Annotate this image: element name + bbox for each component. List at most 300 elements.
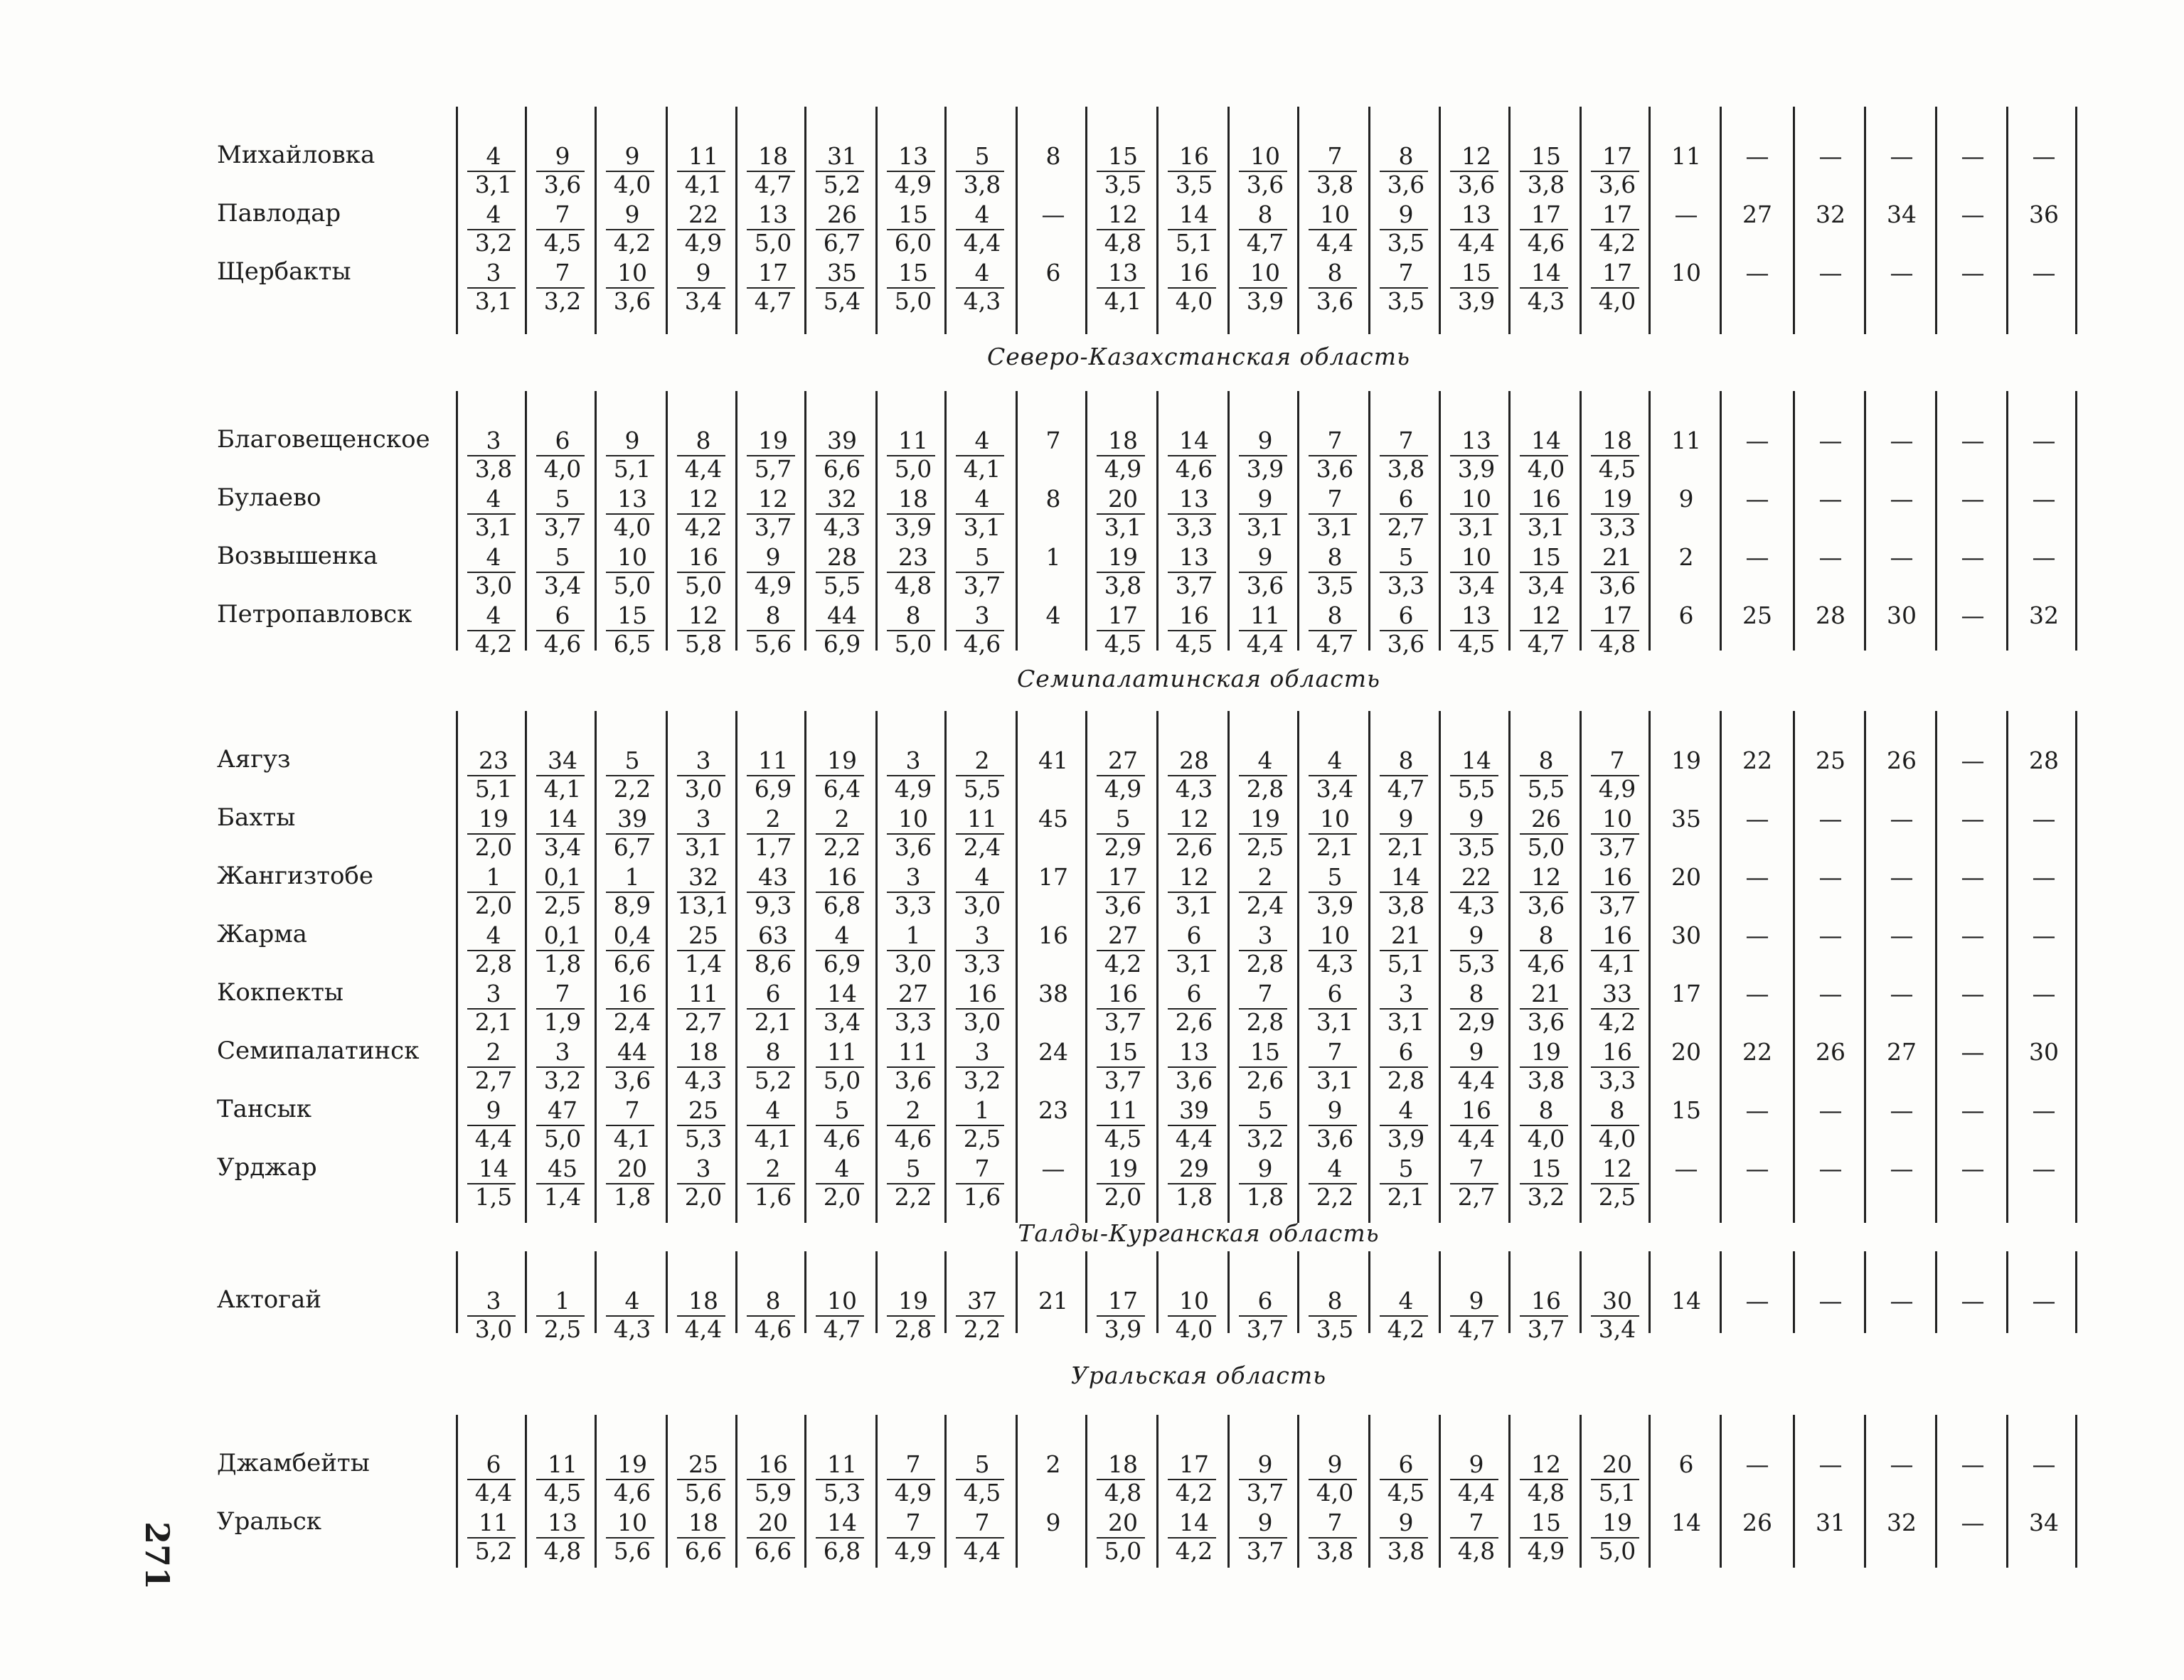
- denominator: 6,6: [684, 1537, 723, 1565]
- numerator: 3: [555, 1038, 570, 1066]
- denominator: 5,0: [823, 1066, 861, 1094]
- single-value: —: [2032, 1155, 2056, 1182]
- denominator: 4,3: [823, 513, 861, 541]
- single-value: 36: [2029, 200, 2059, 228]
- numerator: 14: [827, 980, 857, 1007]
- single-value: 27: [1742, 200, 1772, 228]
- denominator: 4,9: [894, 775, 932, 803]
- numerator: 5: [834, 1096, 850, 1124]
- denominator: 3,3: [1175, 513, 1213, 541]
- single-value: 30: [1671, 921, 1701, 949]
- numerator: 33: [1602, 980, 1632, 1007]
- numerator: 10: [1461, 543, 1491, 571]
- numerator: 13: [1461, 601, 1491, 629]
- numerator: 5: [905, 1155, 921, 1182]
- numerator: 19: [1250, 805, 1280, 833]
- numerator: 25: [688, 1450, 718, 1478]
- single-value: —: [1961, 1450, 1985, 1478]
- numerator: 2: [765, 1155, 781, 1182]
- denominator: 4,7: [823, 1315, 861, 1343]
- single-value: —: [1961, 543, 1985, 571]
- single-value: —: [1961, 1155, 1985, 1182]
- denominator: 1,4: [543, 1183, 582, 1211]
- denominator: 2,8: [894, 1315, 932, 1343]
- denominator: 2,7: [684, 1008, 723, 1036]
- numerator: 11: [967, 805, 997, 833]
- single-value: —: [1818, 1155, 1843, 1182]
- numerator: 17: [758, 259, 788, 287]
- numerator: 28: [827, 543, 857, 571]
- column-rule: [1935, 1415, 1937, 1568]
- denominator: 4,7: [1457, 1315, 1496, 1343]
- numerator: 7: [905, 1509, 921, 1536]
- numerator: 5: [1327, 863, 1343, 891]
- single-value: 9: [1678, 485, 1694, 513]
- numerator: 21: [1531, 980, 1561, 1007]
- denominator: 2,8: [474, 950, 513, 978]
- denominator: 4,3: [1316, 950, 1354, 978]
- numerator: 18: [758, 142, 788, 170]
- numerator: 4: [834, 1155, 850, 1182]
- station-name: Уральск: [217, 1507, 322, 1536]
- denominator: 5,0: [1104, 1537, 1142, 1565]
- column-rule: [456, 1415, 458, 1568]
- denominator: 2,4: [613, 1008, 651, 1036]
- denominator: 2,2: [613, 775, 651, 803]
- numerator: 19: [827, 747, 857, 774]
- numerator: 8: [1327, 601, 1343, 629]
- numerator: 11: [548, 1450, 577, 1478]
- numerator: 11: [898, 1038, 928, 1066]
- numerator: 15: [1531, 1509, 1561, 1536]
- denominator: 3,9: [1246, 287, 1284, 315]
- numerator: 14: [1531, 259, 1561, 287]
- numerator: 0,4: [613, 921, 651, 949]
- numerator: 10: [617, 259, 647, 287]
- station-name: Кокпекты: [217, 978, 343, 1007]
- denominator: 4,7: [754, 171, 792, 198]
- column-rule: [1085, 711, 1087, 1223]
- single-value: —: [2032, 1450, 2056, 1478]
- single-value: 19: [1671, 747, 1701, 774]
- numerator: 13: [548, 1509, 577, 1536]
- numerator: 27: [898, 980, 928, 1007]
- numerator: 17: [1108, 1287, 1138, 1315]
- numerator: 14: [1179, 427, 1209, 454]
- denominator: 4,3: [684, 1066, 723, 1094]
- denominator: 3,6: [1246, 572, 1284, 599]
- single-value: 20: [1671, 1038, 1701, 1066]
- single-value: —: [1890, 1287, 1914, 1315]
- denominator: 2,2: [894, 1183, 932, 1211]
- denominator: 2,5: [1598, 1183, 1636, 1211]
- numerator: 14: [1179, 1509, 1209, 1536]
- numerator: 18: [688, 1509, 718, 1536]
- denominator: 4,4: [1457, 1066, 1496, 1094]
- single-value: —: [1041, 200, 1065, 228]
- numerator: 6: [555, 601, 570, 629]
- numerator: 6: [1398, 601, 1414, 629]
- numerator: 14: [827, 1509, 857, 1536]
- numerator: 16: [1461, 1096, 1491, 1124]
- denominator: 5,0: [754, 229, 792, 257]
- numerator: 9: [1469, 921, 1484, 949]
- numerator: 13: [1179, 543, 1209, 571]
- denominator: 3,3: [1387, 572, 1425, 599]
- denominator: 2,6: [1175, 1008, 1213, 1036]
- single-value: —: [1890, 921, 1914, 949]
- numerator: 6: [1327, 980, 1343, 1007]
- single-value: —: [1961, 1038, 1985, 1066]
- numerator: 12: [1531, 601, 1561, 629]
- denominator: 4,4: [963, 1537, 1001, 1565]
- single-value: —: [1890, 980, 1914, 1007]
- single-value: 15: [1671, 1096, 1701, 1124]
- column-rule: [1864, 1415, 1866, 1568]
- numerator: 3: [486, 1287, 501, 1315]
- denominator: 3,6: [1598, 572, 1636, 599]
- numerator: 9: [1257, 1155, 1273, 1182]
- denominator: 5,6: [754, 630, 792, 658]
- single-value: —: [1745, 1096, 1769, 1124]
- denominator: 4,4: [963, 229, 1001, 257]
- numerator: 17: [1108, 601, 1138, 629]
- denominator: 4,9: [1527, 1537, 1565, 1565]
- denominator: 3,6: [1316, 1125, 1354, 1152]
- denominator: 6,6: [613, 950, 651, 978]
- denominator: 4,6: [613, 1479, 651, 1507]
- denominator: 4,4: [1457, 1125, 1496, 1152]
- denominator: 3,1: [684, 833, 723, 861]
- denominator: 3,6: [1387, 630, 1425, 658]
- numerator: 1: [555, 1287, 570, 1315]
- denominator: 5,0: [684, 572, 723, 599]
- numerator: 7: [1327, 1509, 1343, 1536]
- denominator: 3,6: [1175, 1066, 1213, 1094]
- single-value: —: [1745, 980, 1769, 1007]
- numerator: 25: [688, 921, 718, 949]
- denominator: 4,2: [474, 630, 513, 658]
- numerator: 3: [696, 805, 711, 833]
- single-value: —: [1818, 543, 1843, 571]
- single-value: 17: [1671, 980, 1701, 1007]
- numerator: 63: [758, 921, 788, 949]
- denominator: 3,3: [1598, 1066, 1636, 1094]
- denominator: 2,0: [823, 1183, 861, 1211]
- single-value: —: [1674, 200, 1698, 228]
- numerator: 10: [1250, 142, 1280, 170]
- single-value: —: [1818, 485, 1843, 513]
- denominator: 4,1: [754, 1125, 792, 1152]
- numerator: 6: [1398, 1038, 1414, 1066]
- numerator: 13: [1108, 259, 1138, 287]
- single-value: —: [1745, 485, 1769, 513]
- denominator: 3,2: [963, 1066, 1001, 1094]
- numerator: 5: [1115, 805, 1131, 833]
- numerator: 15: [617, 601, 647, 629]
- denominator: 4,8: [1104, 1479, 1142, 1507]
- denominator: 9,3: [754, 892, 792, 919]
- denominator: 3,1: [1175, 892, 1213, 919]
- numerator: 22: [1461, 863, 1491, 891]
- numerator: 5: [555, 485, 570, 513]
- numerator: 23: [898, 543, 928, 571]
- numerator: 17: [1108, 863, 1138, 891]
- denominator: 4,9: [1104, 455, 1142, 483]
- numerator: 44: [827, 601, 857, 629]
- denominator: 3,1: [1527, 513, 1565, 541]
- numerator: 8: [1609, 1096, 1625, 1124]
- denominator: 4,6: [1527, 950, 1565, 978]
- denominator: 4,4: [1457, 1479, 1496, 1507]
- numerator: 6: [1186, 921, 1202, 949]
- denominator: 2,8: [1246, 1008, 1284, 1036]
- numerator: 18: [898, 485, 928, 513]
- numerator: 12: [1602, 1155, 1632, 1182]
- numerator: 8: [1538, 747, 1554, 774]
- denominator: 3,7: [543, 513, 582, 541]
- single-value: 2: [1678, 543, 1694, 571]
- denominator: 3,4: [1457, 572, 1496, 599]
- numerator: 12: [688, 601, 718, 629]
- single-value: —: [2032, 921, 2056, 949]
- numerator: 4: [1327, 1155, 1343, 1182]
- numerator: 9: [1327, 1450, 1343, 1478]
- numerator: 16: [1602, 1038, 1632, 1066]
- denominator: 3,5: [1316, 1315, 1354, 1343]
- numerator: 10: [1250, 259, 1280, 287]
- denominator: 3,8: [1316, 171, 1354, 198]
- denominator: 2,8: [1246, 775, 1284, 803]
- denominator: 3,0: [474, 1315, 513, 1343]
- numerator: 5: [1398, 1155, 1414, 1182]
- denominator: 5,1: [1387, 950, 1425, 978]
- denominator: 5,3: [684, 1125, 723, 1152]
- single-value: 22: [1742, 1038, 1772, 1066]
- denominator: 4,1: [1104, 287, 1142, 315]
- numerator: 9: [1257, 485, 1273, 513]
- single-value: —: [2032, 1287, 2056, 1315]
- denominator: 3,1: [1316, 513, 1354, 541]
- numerator: 7: [1327, 485, 1343, 513]
- numerator: 20: [758, 1509, 788, 1536]
- denominator: 3,1: [1316, 1008, 1354, 1036]
- numerator: 4: [974, 427, 990, 454]
- denominator: 3,6: [543, 171, 582, 198]
- single-value: —: [1890, 142, 1914, 170]
- single-value: —: [1818, 863, 1843, 891]
- denominator: 4,0: [1598, 1125, 1636, 1152]
- denominator: 3,8: [963, 171, 1001, 198]
- numerator: 8: [1398, 747, 1414, 774]
- denominator: 5,1: [474, 775, 513, 803]
- denominator: 3,1: [474, 513, 513, 541]
- denominator: 3,1: [1104, 513, 1142, 541]
- numerator: 8: [1469, 980, 1484, 1007]
- denominator: 3,6: [1316, 455, 1354, 483]
- denominator: 4,2: [684, 513, 723, 541]
- denominator: 1,8: [1175, 1183, 1213, 1211]
- numerator: 0,1: [543, 863, 582, 891]
- numerator: 19: [1531, 1038, 1561, 1066]
- single-value: 1: [1045, 543, 1061, 571]
- denominator: 3,2: [1527, 1183, 1565, 1211]
- denominator: 4,0: [613, 171, 651, 198]
- column-rule: [456, 711, 458, 1223]
- numerator: 29: [1179, 1155, 1209, 1182]
- denominator: 3,9: [1104, 1315, 1142, 1343]
- denominator: 3,1: [1316, 1066, 1354, 1094]
- station-name: Михайловка: [217, 141, 375, 169]
- numerator: 10: [1179, 1287, 1209, 1315]
- single-value: —: [2032, 805, 2056, 833]
- single-value: 32: [2029, 601, 2059, 629]
- single-value: —: [1745, 543, 1769, 571]
- denominator: 4,1: [543, 775, 582, 803]
- numerator: 16: [617, 980, 647, 1007]
- numerator: 9: [1398, 200, 1414, 228]
- single-value: 8: [1045, 142, 1061, 170]
- numerator: 7: [1327, 1038, 1343, 1066]
- numerator: 3: [486, 980, 501, 1007]
- single-value: —: [1961, 1287, 1985, 1315]
- denominator: 3,8: [1527, 1066, 1565, 1094]
- numerator: 43: [758, 863, 788, 891]
- numerator: 9: [1257, 427, 1273, 454]
- denominator: 8,6: [754, 950, 792, 978]
- numerator: 7: [555, 980, 570, 1007]
- denominator: 5,0: [543, 1125, 582, 1152]
- denominator: 5,5: [1457, 775, 1496, 803]
- denominator: 3,6: [1527, 892, 1565, 919]
- denominator: 3,9: [1316, 892, 1354, 919]
- numerator: 34: [548, 747, 577, 774]
- numerator: 3: [974, 921, 990, 949]
- single-value: —: [1890, 427, 1914, 454]
- denominator: 4,4: [684, 1315, 723, 1343]
- denominator: 4,8: [1527, 1479, 1565, 1507]
- numerator: 12: [1179, 863, 1209, 891]
- single-value: —: [1890, 1450, 1914, 1478]
- numerator: 7: [1257, 980, 1273, 1007]
- denominator: 3,7: [1175, 572, 1213, 599]
- denominator: 3,5: [1387, 287, 1425, 315]
- denominator: 4,0: [613, 513, 651, 541]
- numerator: 7: [974, 1155, 990, 1182]
- numerator: 12: [758, 485, 788, 513]
- denominator: 3,7: [1527, 1315, 1565, 1343]
- single-value: —: [1041, 1155, 1065, 1182]
- numerator: 3: [1257, 921, 1273, 949]
- single-value: —: [1961, 1096, 1985, 1124]
- station-name: Бахты: [217, 803, 296, 832]
- numerator: 15: [898, 259, 928, 287]
- denominator: 2,9: [1457, 1008, 1496, 1036]
- column-rule: [456, 1251, 458, 1333]
- numerator: 15: [1531, 1155, 1561, 1182]
- denominator: 6,6: [754, 1537, 792, 1565]
- single-value: 20: [1671, 863, 1701, 891]
- numerator: 19: [1602, 485, 1632, 513]
- numerator: 6: [765, 980, 781, 1007]
- denominator: 4,2: [1175, 1479, 1213, 1507]
- denominator: 2,7: [1387, 513, 1425, 541]
- column-rule: [1793, 1251, 1795, 1333]
- column-rule: [1793, 107, 1795, 334]
- numerator: 4: [974, 259, 990, 287]
- single-value: 26: [1816, 1038, 1845, 1066]
- denominator: 4,8: [894, 572, 932, 599]
- single-value: —: [1961, 601, 1985, 629]
- single-value: —: [1745, 805, 1769, 833]
- denominator: 4,1: [684, 171, 723, 198]
- denominator: 3,5: [1387, 229, 1425, 257]
- numerator: 19: [758, 427, 788, 454]
- numerator: 23: [479, 747, 508, 774]
- denominator: 4,2: [1175, 1537, 1213, 1565]
- column-rule: [1935, 711, 1937, 1223]
- single-value: —: [1961, 142, 1985, 170]
- numerator: 3: [696, 747, 711, 774]
- single-value: —: [1745, 142, 1769, 170]
- numerator: 11: [688, 142, 718, 170]
- denominator: 3,9: [1387, 1125, 1425, 1152]
- denominator: 2,6: [1246, 1066, 1284, 1094]
- denominator: 4,9: [894, 171, 932, 198]
- numerator: 11: [827, 1450, 857, 1478]
- single-value: —: [1818, 259, 1843, 287]
- denominator: 2,4: [963, 833, 1001, 861]
- numerator: 8: [765, 1287, 781, 1315]
- numerator: 7: [1327, 427, 1343, 454]
- numerator: 16: [1531, 1287, 1561, 1315]
- numerator: 13: [1179, 1038, 1209, 1066]
- numerator: 7: [555, 200, 570, 228]
- numerator: 19: [1108, 1155, 1138, 1182]
- single-value: —: [2032, 485, 2056, 513]
- denominator: 3,7: [1246, 1537, 1284, 1565]
- single-value: 21: [1038, 1287, 1068, 1315]
- single-value: —: [1890, 259, 1914, 287]
- numerator: 8: [1398, 142, 1414, 170]
- denominator: 3,5: [1104, 171, 1142, 198]
- denominator: 3,5: [1457, 833, 1496, 861]
- single-value: —: [1961, 485, 1985, 513]
- numerator: 8: [1327, 543, 1343, 571]
- denominator: 4,6: [823, 1125, 861, 1152]
- denominator: 6,0: [894, 229, 932, 257]
- denominator: 4,9: [1104, 775, 1142, 803]
- denominator: 4,7: [1527, 630, 1565, 658]
- numerator: 10: [1461, 485, 1491, 513]
- numerator: 11: [827, 1038, 857, 1066]
- denominator: 4,6: [543, 630, 582, 658]
- denominator: 3,3: [963, 950, 1001, 978]
- numerator: 14: [1461, 747, 1491, 774]
- numerator: 6: [1398, 1450, 1414, 1478]
- denominator: 2,9: [1104, 833, 1142, 861]
- numerator: 1: [905, 921, 921, 949]
- denominator: 2,0: [474, 833, 513, 861]
- denominator: 4,3: [1175, 775, 1213, 803]
- numerator: 3: [974, 1038, 990, 1066]
- numerator: 21: [1391, 921, 1421, 949]
- single-value: —: [1890, 863, 1914, 891]
- numerator: 10: [617, 543, 647, 571]
- numerator: 4: [834, 921, 850, 949]
- denominator: 4,0: [1316, 1479, 1354, 1507]
- station-name: Семипалатинск: [217, 1037, 420, 1065]
